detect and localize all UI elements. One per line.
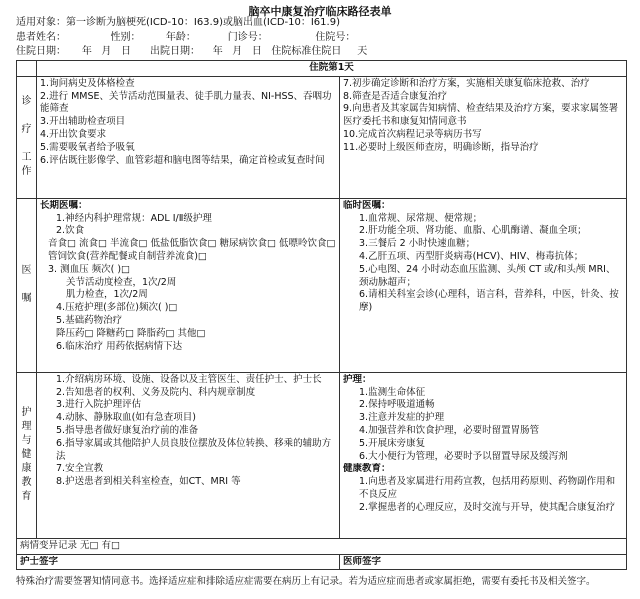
list-item: 5.心电图、24 小时动态血压监测、头颅 CT 或/和头颅 MRI、颈动脉超声； [359, 263, 616, 288]
list-item: 9.向患者及其家属告知病情、检查结果及治疗方案，要求家属签署医疗委托书和康复知情同意书 [343, 103, 619, 128]
list-item: 2.告知患者的权利、义务及院内、科内规章制度 [56, 386, 256, 398]
list-item: 1.神经内科护理常规：ADL Ⅰ/Ⅱ级护理 [56, 212, 212, 224]
nursing-right-cell [340, 372, 627, 538]
list-item: 4.动脉、静脉取血(如有急查项目) [56, 412, 196, 424]
list-item: 1.监测生命体征 [359, 386, 426, 398]
list-item: 4.乙肝五项、丙型肝炎病毒(HCV)、HIV、梅毒抗体； [359, 250, 584, 262]
doctor-signature: 医师签字 [340, 554, 627, 570]
list-item: 2.掌握患者的心理反应，及时交流与开导，使其配合康复治疗 [359, 501, 616, 513]
list-item: 3.开出辅助检查项目 [40, 116, 126, 128]
list-item: 降压药□ 降糖药□ 降脂药□ 其他□ [56, 327, 206, 339]
list-item: 2.保持呼吸道通畅 [359, 399, 435, 411]
hospital-date-line: 住院日期： 年 月 日 出院日期： 年 月 日 住院标准住院日 天 [16, 46, 368, 57]
patient-info-line: 患者姓名： 性别： 年龄： 门诊号： 住院号： [16, 32, 356, 43]
list-item: 1.询问病史及体格检查 [40, 77, 135, 89]
list-item: 7.安全宣教 [56, 463, 104, 475]
nurse-signature: 护士签字 [17, 554, 340, 570]
list-item: 4.压疮护理(多部位)频次( )□ [56, 302, 178, 314]
long-term-orders-cell [37, 198, 340, 372]
list-item: 肌力检查，1次/2周 [66, 289, 148, 301]
diagnosis-right-cell [340, 76, 627, 198]
list-item: 6.大小便行为管理，必要时予以留置导尿及缓泻剂 [359, 450, 568, 462]
list-item: 10.完成首次病程记录等病历书写 [343, 128, 482, 140]
list-item: 4.开出饮食要求 [40, 128, 107, 140]
temporary-orders-title: 临时医嘱： [343, 199, 391, 211]
list-item: 3. 测血压 频次( )□ [48, 263, 131, 275]
pathway-table [16, 60, 627, 570]
list-item: 2.进行 MMSE、关节活动范围量表、徒手肌力量表、NI-HSS、吞咽功能筛查 [40, 90, 332, 115]
day-header: 住院第1天 [37, 61, 627, 77]
list-item: 11.必要时上级医师查房，明确诊断，指导治疗 [343, 141, 539, 153]
section-label-orders: 医 嘱 [17, 198, 37, 372]
list-item: 1.介绍病房环境、设施、设备以及主管医生、责任护士、护士长 [56, 373, 322, 385]
list-item: 7.初步确定诊断和治疗方案，实施相关康复临床抢救、治疗 [343, 77, 590, 89]
list-item: 3.进行入院护理评估 [56, 399, 142, 411]
list-item: 6.请相关科室会诊(心理科，语言科，营养科，中医，针灸、按摩) [359, 289, 619, 314]
list-item: 6.指导家属或其他陪护人员良肢位摆放及体位转换、移乘的辅助方法 [56, 437, 332, 462]
list-item: 6.临床治疗 用药依据病情下达 [56, 340, 183, 352]
nursing-left-cell [37, 372, 340, 538]
footer-note: 特殊治疗需要签署知情同意书。选择适应症和排除适应症需要在病历上有记录。若为适应症而患者或家属拒绝，需要有委托书及相关签字。 [16, 576, 596, 587]
list-item: 6.评估既往影像学、血管彩超和脑电图等结果，确定首检或复查时间 [40, 154, 325, 166]
health-education-title: 健康教育： [343, 463, 391, 475]
list-item: 2.饮食 [56, 225, 85, 237]
list-item: 1.向患者及家属进行用药宣教，包括用药原则、药物副作用和不良反应 [359, 476, 616, 500]
list-item: 5.需要吸氧者给予吸氧 [40, 141, 135, 153]
applicable-target: 适用对象：第一诊断为脑梗死(ICD-10：I63.9)或脑出血(ICD-10：I61.9) [16, 17, 340, 28]
long-term-orders-title: 长期医嘱： [40, 199, 88, 211]
list-item: 4.加强营养和饮食护理，必要时留置胃肠管 [359, 424, 540, 436]
list-item: 2.肝功能全项、肾功能、血脂、心肌酶谱、凝血全项； [359, 225, 587, 237]
nursing-title: 护理： [343, 373, 372, 385]
list-item: 1.血常规、尿常规、便常规； [359, 212, 483, 224]
temporary-orders-cell [340, 198, 627, 372]
variation-record: 病情变异记录 无□ 有□ [17, 538, 627, 554]
list-item: 3.注意并发症的护理 [359, 412, 445, 424]
list-item: 8.筛查是否适合康复治疗 [343, 90, 448, 102]
section-label-diagnosis: 诊 疗 工 作 [17, 76, 37, 198]
diagnosis-left-cell [37, 76, 340, 198]
list-item: 8.护送患者到相关科室检查，如CT、MRI 等 [56, 476, 241, 488]
list-item: 5.指导患者做好康复治疗前的准备 [56, 424, 199, 436]
list-item: 关节活动度检查，1次/2周 [66, 276, 177, 288]
list-item: 3.三餐后 2 小时快速血糖； [359, 238, 476, 250]
list-item: 5.基础药物治疗 [56, 314, 123, 326]
form-title: 脑卒中康复治疗临床路径表单 [248, 5, 392, 18]
section-label-nursing: 护 理 与 健 康 教 育 [17, 372, 37, 538]
list-item: 5.开展床旁康复 [359, 437, 426, 449]
list-item: 音食□ 流食□ 半流食□ 低盐低脂饮食□ 糖尿病饮食□ 低嘌呤饮食□ 管饲饮食(营养配餐或自制营养流食)□ [48, 238, 336, 262]
